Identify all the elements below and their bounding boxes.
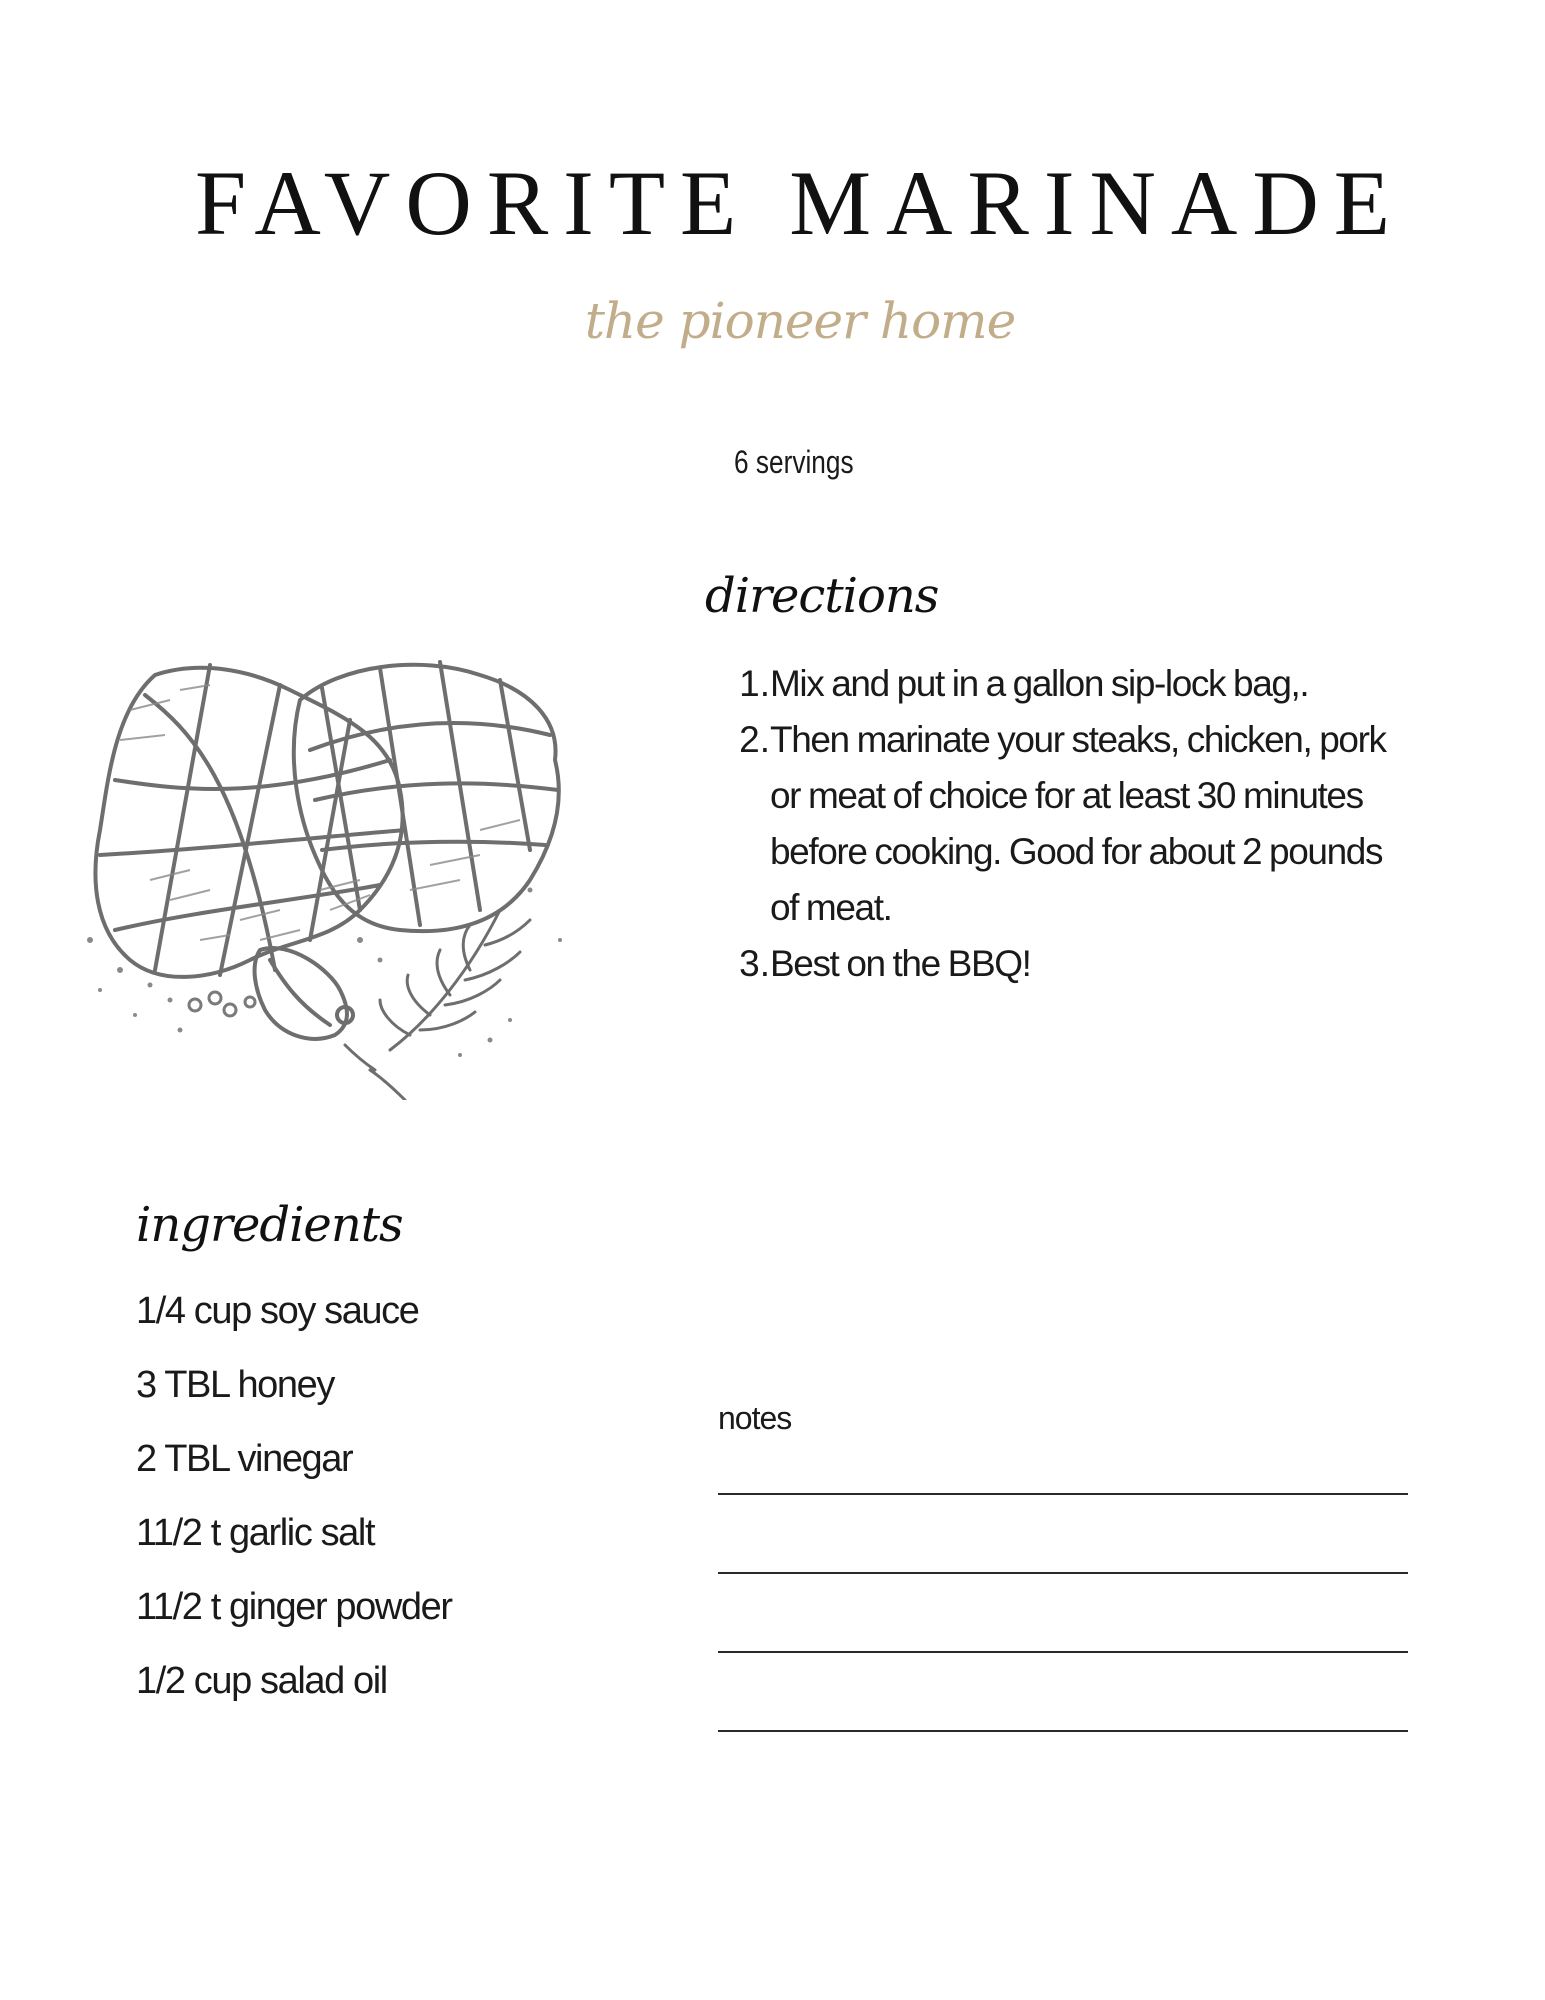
ingredients-heading: ingredients bbox=[136, 1197, 403, 1253]
ingredient-item: 1/2 cup salad oil bbox=[136, 1660, 387, 1702]
ingredient-item: 11/2 t garlic salt bbox=[136, 1512, 375, 1554]
ingredient-item: 2 TBL vinegar bbox=[136, 1438, 353, 1480]
notes-line bbox=[718, 1651, 1408, 1653]
directions-heading: directions bbox=[705, 568, 939, 624]
direction-step bbox=[738, 712, 1408, 936]
recipe-title: FAVORITE MARINADE bbox=[195, 152, 1405, 254]
servings-count: 6 servings bbox=[734, 444, 854, 480]
step-text: Best on the BBQ! bbox=[770, 943, 1031, 984]
step-text: Then marinate your steaks, chicken, pork or meat of choice for at least 30 minutes before cooking. Good for about 2 pounds of meat. bbox=[770, 719, 1386, 928]
notes-line bbox=[718, 1730, 1408, 1732]
step-number: 3. bbox=[739, 943, 770, 984]
step-text: Mix and put in a gallon sip-lock bag,. bbox=[770, 663, 1309, 704]
ingredient-item: 11/2 t ginger powder bbox=[136, 1586, 452, 1628]
step-number: 2. bbox=[739, 719, 770, 760]
direction-step bbox=[738, 656, 1408, 712]
step-number: 1. bbox=[739, 663, 770, 704]
notes-line bbox=[718, 1572, 1408, 1574]
brand-subtitle: the pioneer home bbox=[584, 292, 1016, 350]
ingredient-item: 1/4 cup soy sauce bbox=[136, 1290, 419, 1332]
directions-list bbox=[738, 656, 1408, 992]
grilled-steak-illustration-icon bbox=[60, 640, 640, 1100]
direction-step bbox=[738, 936, 1408, 992]
ingredients-list bbox=[136, 1290, 452, 1734]
notes-label: notes bbox=[718, 1400, 792, 1436]
notes-line bbox=[718, 1493, 1408, 1495]
ingredient-item: 3 TBL honey bbox=[136, 1364, 334, 1406]
